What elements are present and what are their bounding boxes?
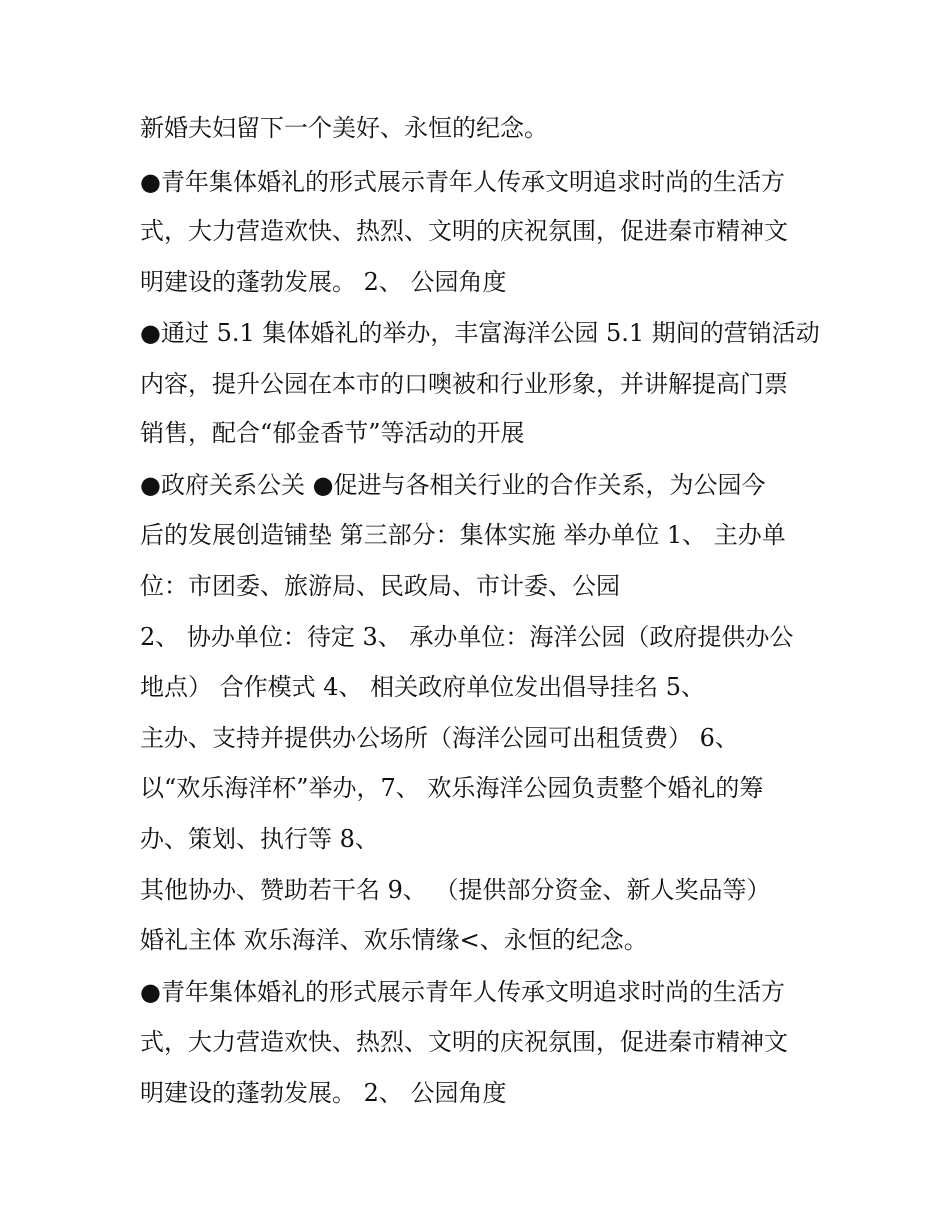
text-line: 2、 协办单位：待定 3、 承办单位：海洋公园（政府提供办公 xyxy=(140,623,794,651)
text-line: 明建设的蓬勃发展。 2、 公园角度 xyxy=(140,268,507,296)
text-line: 式，大力营造欢快、热烈、文明的庆祝氛围，促进秦市精神文 xyxy=(140,217,788,245)
text-line: 以“欢乐海洋杯”举办，7、 欢乐海洋公园负责整个婚礼的筹 xyxy=(140,774,764,802)
text-line: 后的发展创造铺垫 第三部分：集体实施 举办单位 1、 主办单 xyxy=(140,521,786,549)
text-line: ●青年集体婚礼的形式展示青年人传承文明追求时尚的生活方 xyxy=(140,168,785,196)
text-line: 其他协办、赞助若干名 9、 （提供部分资金、新人奖品等） xyxy=(140,876,771,904)
text-line: 内容，提升公园在本市的口噢被和行业形象，并讲解提高门票 xyxy=(140,370,788,398)
text-line: 主办、支持并提供办公场所（海洋公园可出租赁费） 6、 xyxy=(140,724,739,752)
text-line: 式，大力营造欢快、热烈、文明的庆祝氛围，促进秦市精神文 xyxy=(140,1028,788,1056)
text-line: ●通过 5.1 集体婚礼的举办，丰富海洋公园 5.1 期间的营销活动 xyxy=(140,319,820,347)
text-line: ●青年集体婚礼的形式展示青年人传承文明追求时尚的生活方 xyxy=(140,978,785,1006)
text-line: 新婚夫妇留下一个美好、永恒的纪念。 xyxy=(140,114,548,142)
text-line: 位：市团委、旅游局、民政局、市计委、公园 xyxy=(140,572,620,600)
text-line: 地点） 合作模式 4、 相关政府单位发出倡导挂名 5、 xyxy=(140,673,706,701)
text-line: 明建设的蓬勃发展。 2、 公园角度 xyxy=(140,1079,507,1107)
text-line: 办、策划、执行等 8、 xyxy=(140,825,379,853)
text-line: 婚礼主体 欢乐海洋、欢乐情缘<、永恒的纪念。 xyxy=(140,926,648,954)
text-line: 销售，配合“郁金香节”等活动的开展 xyxy=(140,419,525,447)
text-line: ●政府关系公关 ●促进与各相关行业的合作关系，为公园今 xyxy=(140,471,766,499)
